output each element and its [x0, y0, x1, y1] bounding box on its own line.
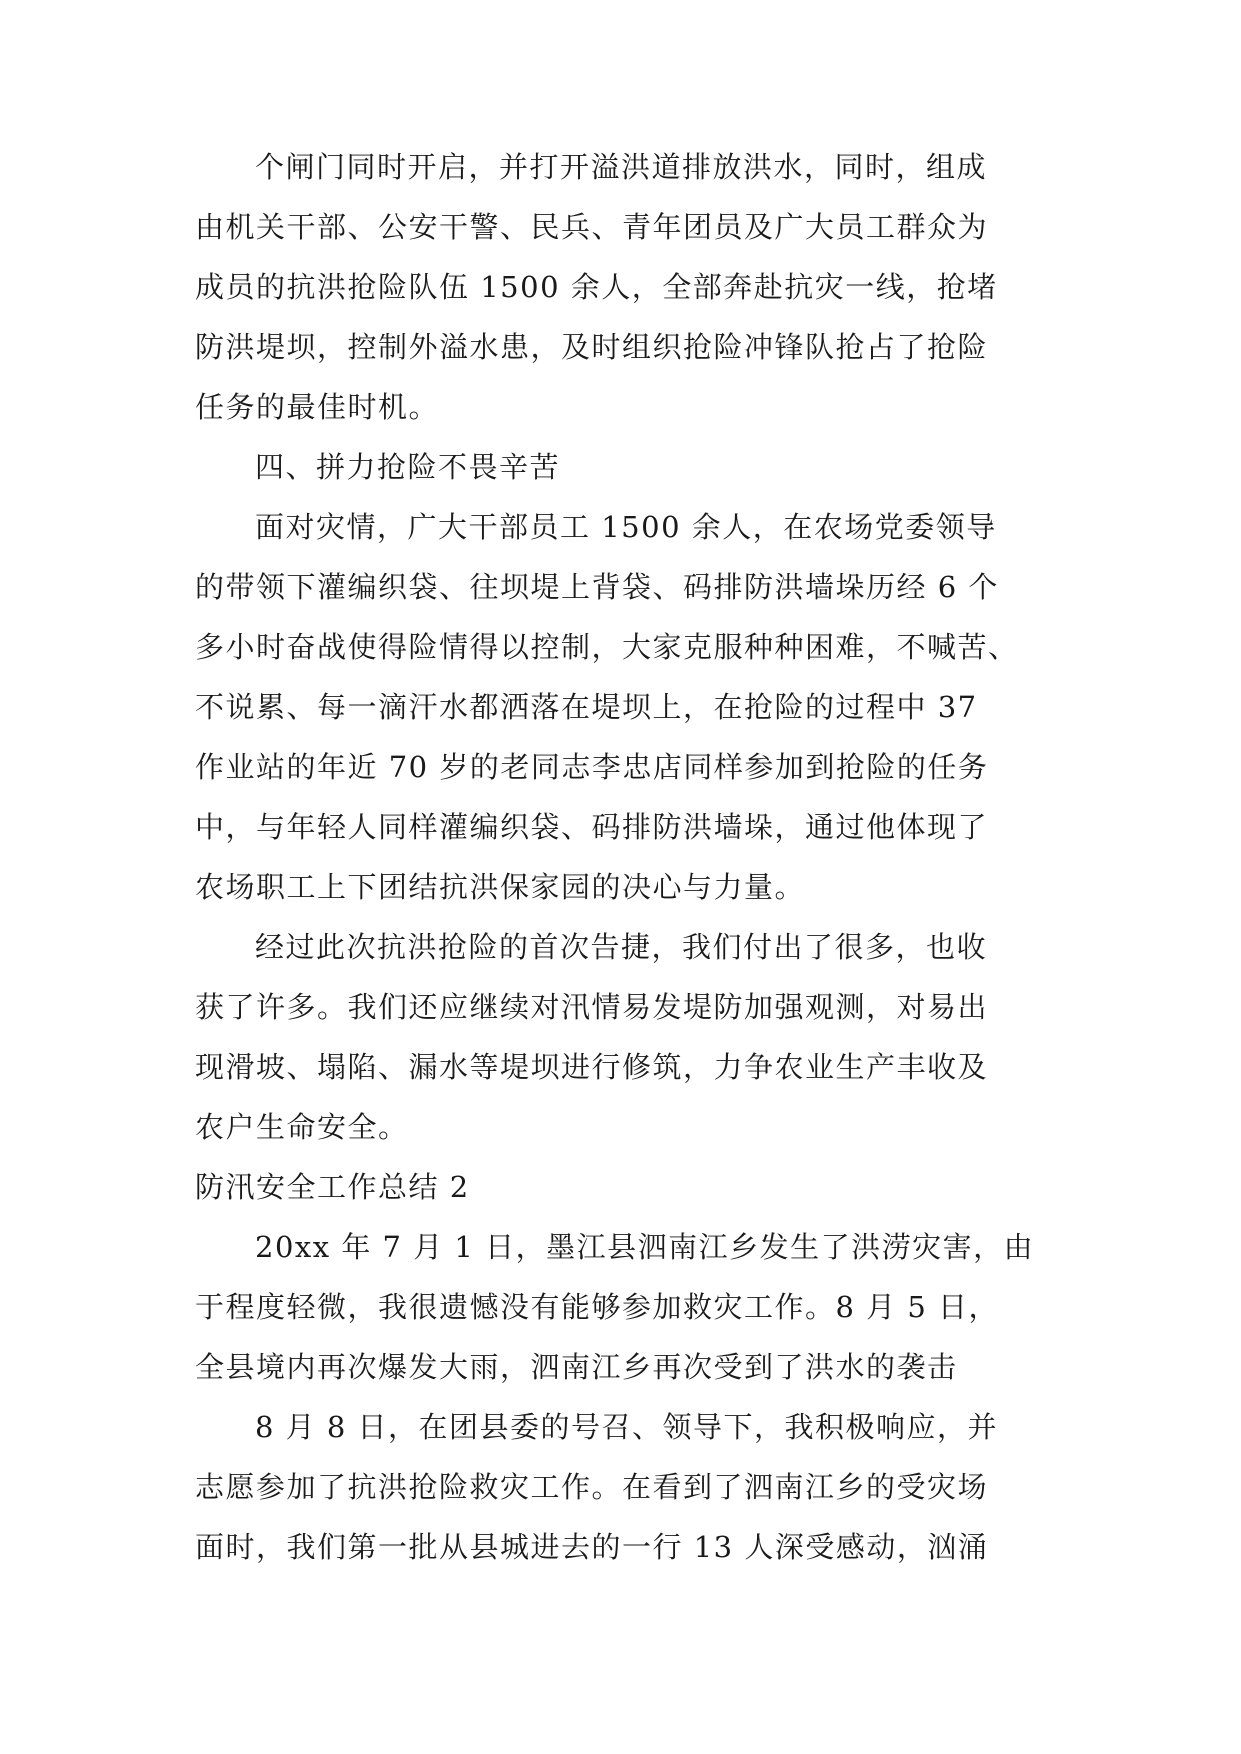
text-line: 的带领下灌编织袋、往坝堤上背袋、码排防洪墙垛历经 6 个 [195, 570, 999, 604]
text-line: 成员的抗洪抢险队伍 1500 余人，全部奔赴抗灾一线，抢堵 [195, 270, 998, 304]
text-line: 农户生命安全。 [195, 1110, 409, 1144]
text-line: 由机关干部、公安干警、民兵、青年团员及广大员工群众为 [195, 210, 989, 244]
document-title: 防汛安全工作总结 2 [195, 1170, 470, 1204]
text-line: 不说累、每一滴汗水都洒落在堤坝上，在抢险的过程中 37 [195, 690, 978, 724]
text-line: 8 月 8 日，在团县委的号召、领导下，我积极响应，并 [255, 1410, 999, 1444]
text-line: 面对灾情，广大干部员工 1500 余人，在农场党委领导 [255, 510, 997, 544]
text-line: 志愿参加了抗洪抢险救灾工作。在看到了泗南江乡的受灾场 [195, 1470, 989, 1504]
text-line: 现滑坡、塌陷、漏水等堤坝进行修筑，力争农业生产丰收及 [195, 1050, 989, 1084]
text-line: 个闸门同时开启，并打开溢洪道排放洪水，同时，组成 [255, 150, 988, 184]
text-line: 任务的最佳时机。 [195, 390, 440, 424]
text-line: 于程度轻微，我很遗憾没有能够参加救灾工作。8 月 5 日， [195, 1290, 1000, 1324]
text-line: 获了许多。我们还应继续对汛情易发堤防加强观测，对易出 [195, 990, 989, 1024]
text-line: 作业站的年近 70 岁的老同志李忠店同样参加到抢险的任务 [195, 750, 989, 784]
text-line: 防洪堤坝，控制外溢水患，及时组织抢险冲锋队抢占了抢险 [195, 330, 989, 364]
section-heading: 四、拼力抢险不畏辛苦 [255, 450, 561, 484]
text-line: 农场职工上下团结抗洪保家园的决心与力量。 [195, 870, 806, 904]
text-line: 全县境内再次爆发大雨，泗南江乡再次受到了洪水的袭击 [195, 1350, 958, 1384]
body-text [195, 137, 1050, 1577]
text-line: 中，与年轻人同样灌编织袋、码排防洪墙垛，通过他体现了 [195, 810, 989, 844]
text-line: 经过此次抗洪抢险的首次告捷，我们付出了很多，也收 [255, 930, 988, 964]
text-line: 20xx 年 7 月 1 日，墨江县泗南江乡发生了洪涝灾害，由 [255, 1230, 1035, 1264]
text-line: 多小时奋战使得险情得以控制，大家克服种种困难，不喊苦、 [195, 630, 1019, 664]
text-line: 面时，我们第一批从县城进去的一行 13 人深受感动，汹涌 [195, 1530, 989, 1564]
